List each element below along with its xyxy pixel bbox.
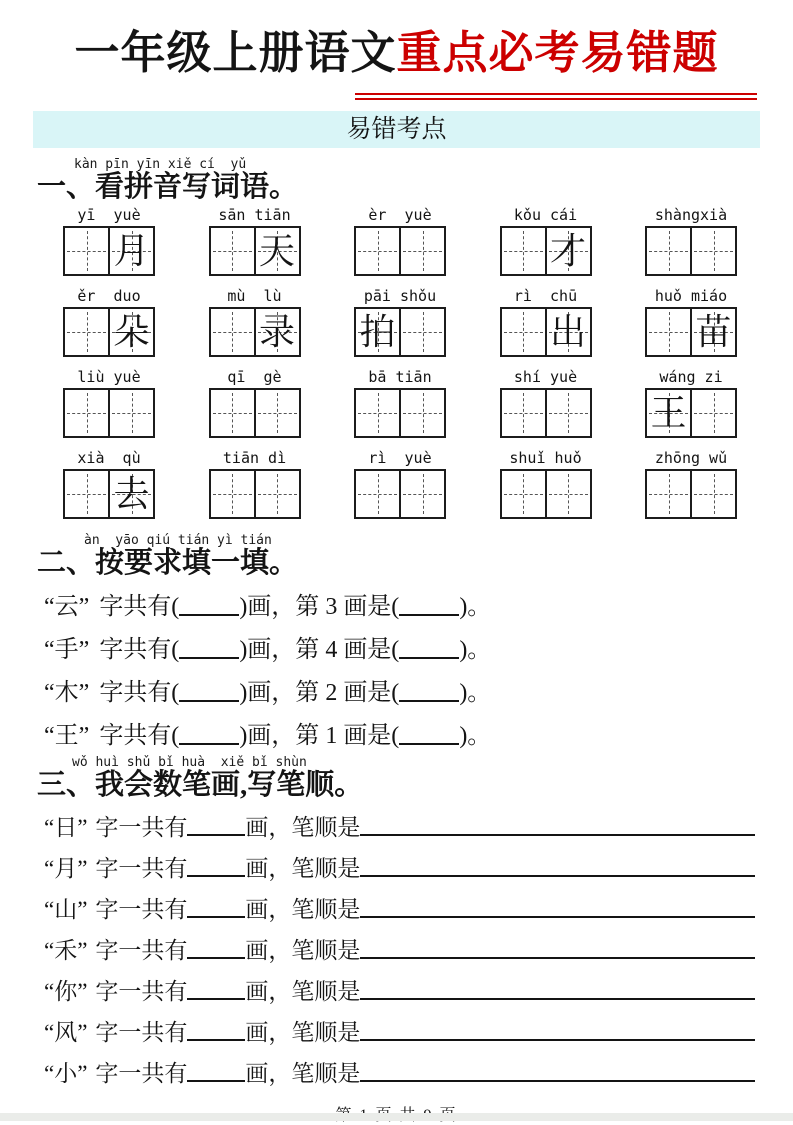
question-text: 画，笔顺是 <box>245 1019 361 1045</box>
answer-blank <box>187 916 245 918</box>
pinyin-label: mù lù <box>227 286 282 305</box>
page-bottom-edge <box>0 1113 793 1121</box>
tianzige-cell <box>356 390 399 436</box>
pinyin-label: yī yuè <box>77 205 141 224</box>
tianzige-cell <box>647 390 690 436</box>
question-text: )画，第 <box>239 593 326 620</box>
grid-item <box>500 367 592 438</box>
stroke-order-question <box>44 1059 755 1088</box>
tianzige-cell <box>647 228 690 274</box>
grid-item <box>645 367 737 438</box>
tianzige-box <box>209 226 301 276</box>
pinyin-label: kǒu cái <box>513 205 578 224</box>
tianzige-cell <box>690 228 735 274</box>
stroke-number: 4 <box>325 636 338 663</box>
tianzige-cell <box>545 390 590 436</box>
stroke-number: 3 <box>325 593 338 620</box>
pinyin-label: shuǐ huǒ <box>509 448 582 467</box>
tianzige-cell <box>399 390 444 436</box>
title-double-underline <box>355 93 757 100</box>
tianzige-cell <box>647 471 690 517</box>
title-black-part: 一年级上册语文 <box>74 28 397 78</box>
grid-item <box>209 448 301 519</box>
answer-blank <box>179 700 239 702</box>
handwritten-answer: 朵 <box>113 311 150 352</box>
grid-item <box>63 367 155 438</box>
quoted-character: “云” <box>44 593 90 620</box>
tianzige-box <box>500 388 592 438</box>
question-text: 字一共有 <box>95 937 188 963</box>
tianzige-box <box>645 307 737 357</box>
tianzige-cell <box>65 228 108 274</box>
pinyin-label: tiān dì <box>222 448 287 467</box>
tianzige-box <box>63 307 155 357</box>
tianzige-cell <box>254 471 299 517</box>
section2-questions <box>0 592 793 751</box>
handwritten-answer: 天 <box>258 230 295 271</box>
question-text: )。 <box>459 679 492 706</box>
pinyin-label: wáng zi <box>659 367 723 386</box>
tianzige-box <box>63 226 155 276</box>
section3-pinyin: wǒ huì shǔ bǐ huà xiě bǐ shùn <box>72 754 307 770</box>
pinyin-label: qī gè <box>227 367 282 386</box>
grid-item <box>645 205 737 276</box>
handwritten-answer: 去 <box>113 473 150 514</box>
handwritten-answer: 录 <box>258 311 295 352</box>
tianzige-cell <box>399 309 444 355</box>
grid-row <box>63 367 737 438</box>
question-text: 字一共有 <box>95 978 188 1004</box>
handwritten-answer: 王 <box>650 392 687 433</box>
tianzige-cell <box>65 471 108 517</box>
grid-item <box>500 205 592 276</box>
answer-blank-long <box>360 1080 755 1082</box>
answer-blank <box>399 657 459 659</box>
question-text: 字一共有 <box>95 1019 188 1045</box>
question-text: 画，笔顺是 <box>245 896 361 922</box>
grid-item <box>209 205 301 276</box>
quoted-character: “你” <box>44 978 88 1004</box>
quoted-character: “手” <box>44 636 90 663</box>
tianzige-cell <box>356 228 399 274</box>
grid-item <box>209 367 301 438</box>
stroke-number: 2 <box>325 679 338 706</box>
tianzige-cell <box>211 390 254 436</box>
question-text: 字共有( <box>99 679 180 706</box>
question-text: 字共有( <box>99 722 180 749</box>
tianzige-box <box>209 307 301 357</box>
tianzige-cell <box>399 228 444 274</box>
handwritten-answer: 苗 <box>695 311 732 352</box>
stroke-order-question <box>44 1018 755 1047</box>
tianzige-cell <box>399 471 444 517</box>
grid-row <box>63 286 737 357</box>
question-text: 字共有( <box>99 593 180 620</box>
stroke-order-question <box>44 977 755 1006</box>
tianzige-cell <box>108 390 153 436</box>
tianzige-box <box>209 469 301 519</box>
question-text: 字一共有 <box>95 814 188 840</box>
stroke-number: 1 <box>325 722 338 749</box>
tianzige-box <box>354 226 446 276</box>
tianzige-cell <box>108 309 153 355</box>
grid-item <box>63 286 155 357</box>
question-text: 画是( <box>337 593 400 620</box>
quoted-character: “禾” <box>44 937 88 963</box>
pinyin-label: pāi shǒu <box>363 286 437 305</box>
answer-blank <box>187 998 245 1000</box>
question-text: 画，笔顺是 <box>245 937 361 963</box>
question-text: 画是( <box>337 722 400 749</box>
stroke-count-question <box>44 635 793 665</box>
tianzige-cell <box>545 309 590 355</box>
pinyin-label: huǒ miáo <box>654 286 728 305</box>
stroke-count-question <box>44 721 793 751</box>
tianzige-cell <box>108 228 153 274</box>
tianzige-cell <box>545 228 590 274</box>
section1-heading: 一、看拼音写词语。 <box>37 170 299 203</box>
pinyin-label: rì chū <box>513 286 578 305</box>
tianzige-cell <box>690 390 735 436</box>
tianzige-cell <box>65 390 108 436</box>
answer-blank <box>187 834 245 836</box>
tianzige-cell <box>502 309 545 355</box>
answer-blank <box>187 1080 245 1082</box>
tianzige-cell <box>356 471 399 517</box>
tianzige-box <box>354 307 446 357</box>
grid-item <box>209 286 301 357</box>
pinyin-label: shàngxià <box>654 205 728 224</box>
pinyin-label: liù yuè <box>77 367 141 386</box>
tianzige-box <box>354 469 446 519</box>
answer-blank-long <box>360 1039 755 1041</box>
quoted-character: “日” <box>44 814 88 840</box>
section3-heading: 三、我会数笔画,写笔顺。 <box>37 768 364 801</box>
grid-row <box>63 205 737 276</box>
answer-blank <box>399 614 459 616</box>
pinyin-label: bā tiān <box>368 367 432 386</box>
handwritten-answer: 月 <box>113 230 150 271</box>
tianzige-box <box>63 469 155 519</box>
tianzige-cell <box>211 309 254 355</box>
tianzige-box <box>500 469 592 519</box>
pinyin-label: xià qù <box>77 448 141 467</box>
grid-item <box>354 448 446 519</box>
handwritten-answer: 出 <box>549 311 586 352</box>
quoted-character: “风” <box>44 1019 88 1045</box>
question-text: 字一共有 <box>95 1060 188 1086</box>
pinyin-label: zhōng wǔ <box>654 448 728 467</box>
section1-pinyin: kàn pīn yīn xiě cí yǔ <box>74 156 247 172</box>
question-text: )。 <box>459 722 492 749</box>
grid-item <box>63 205 155 276</box>
tianzige-cell <box>254 309 299 355</box>
quoted-character: “月” <box>44 855 88 881</box>
tianzige-cell <box>254 390 299 436</box>
section2-heading: 二、按要求填一填。 <box>37 546 299 579</box>
tianzige-cell <box>211 228 254 274</box>
quoted-character: “山” <box>44 896 88 922</box>
pinyin-label: shí yuè <box>513 367 578 386</box>
section2-pinyin: àn yāo qiú tián yì tián <box>84 532 272 548</box>
grid-item <box>63 448 155 519</box>
stroke-order-question <box>44 895 755 924</box>
question-text: 画，笔顺是 <box>245 1060 361 1086</box>
answer-blank <box>399 743 459 745</box>
question-text: 字共有( <box>99 636 180 663</box>
tianzige-box <box>645 226 737 276</box>
stroke-order-question <box>44 813 755 842</box>
question-text: )。 <box>459 636 492 663</box>
tianzige-box <box>645 469 737 519</box>
tianzige-box <box>209 388 301 438</box>
quoted-character: “木” <box>44 679 90 706</box>
answer-blank <box>179 657 239 659</box>
answer-blank-long <box>360 998 755 1000</box>
grid-item <box>354 286 446 357</box>
pinyin-writing-grid <box>63 205 737 519</box>
stroke-count-question <box>44 678 793 708</box>
answer-blank <box>187 875 245 877</box>
page-title <box>0 0 793 83</box>
quoted-character: “小” <box>44 1060 88 1086</box>
pinyin-label: rì yuè <box>368 448 432 467</box>
tianzige-cell <box>65 309 108 355</box>
answer-blank-long <box>360 834 755 836</box>
grid-item <box>500 448 592 519</box>
pinyin-label: sān tiān <box>218 205 291 224</box>
answer-blank <box>187 1039 245 1041</box>
question-text: )画，第 <box>239 679 326 706</box>
answer-blank-long <box>360 875 755 877</box>
tianzige-box <box>500 226 592 276</box>
handwritten-answer: 拍 <box>359 311 396 352</box>
question-text: 画是( <box>337 679 400 706</box>
stroke-count-question <box>44 592 793 622</box>
answer-blank <box>399 700 459 702</box>
grid-item <box>354 367 446 438</box>
tianzige-cell <box>108 471 153 517</box>
stroke-order-question <box>44 936 755 965</box>
grid-item <box>354 205 446 276</box>
question-text: 画，笔顺是 <box>245 855 361 881</box>
tianzige-cell <box>545 471 590 517</box>
tianzige-cell <box>690 309 735 355</box>
grid-row <box>63 448 737 519</box>
tianzige-cell <box>502 390 545 436</box>
question-text: )画，第 <box>239 636 326 663</box>
answer-blank <box>187 957 245 959</box>
question-text: 画，笔顺是 <box>245 978 361 1004</box>
answer-blank-long <box>360 916 755 918</box>
question-text: 画，笔顺是 <box>245 814 361 840</box>
pinyin-label: èr yuè <box>368 205 432 224</box>
question-text: 字一共有 <box>95 855 188 881</box>
title-red-part: 重点必考易错题 <box>396 28 719 78</box>
tianzige-cell <box>690 471 735 517</box>
section3-questions <box>0 813 793 1088</box>
tianzige-cell <box>502 471 545 517</box>
answer-blank-long <box>360 957 755 959</box>
tianzige-cell <box>647 309 690 355</box>
tianzige-cell <box>211 471 254 517</box>
pinyin-label: ěr duo <box>77 286 141 305</box>
tianzige-cell <box>254 228 299 274</box>
grid-item <box>645 286 737 357</box>
question-text: )。 <box>459 593 492 620</box>
handwritten-answer: 才 <box>549 230 586 271</box>
tianzige-cell <box>502 228 545 274</box>
tianzige-box <box>63 388 155 438</box>
tianzige-box <box>500 307 592 357</box>
banner-label: 易错考点 <box>346 115 447 143</box>
tianzige-cell <box>356 309 399 355</box>
question-text: 字一共有 <box>95 896 188 922</box>
question-text: 画是( <box>337 636 400 663</box>
question-text: )画，第 <box>239 722 326 749</box>
stroke-order-question <box>44 854 755 883</box>
answer-blank <box>179 614 239 616</box>
quoted-character: “王” <box>44 722 90 749</box>
answer-blank <box>179 743 239 745</box>
grid-item <box>645 448 737 519</box>
tianzige-box <box>354 388 446 438</box>
banner <box>33 111 760 148</box>
grid-item <box>500 286 592 357</box>
tianzige-box <box>645 388 737 438</box>
